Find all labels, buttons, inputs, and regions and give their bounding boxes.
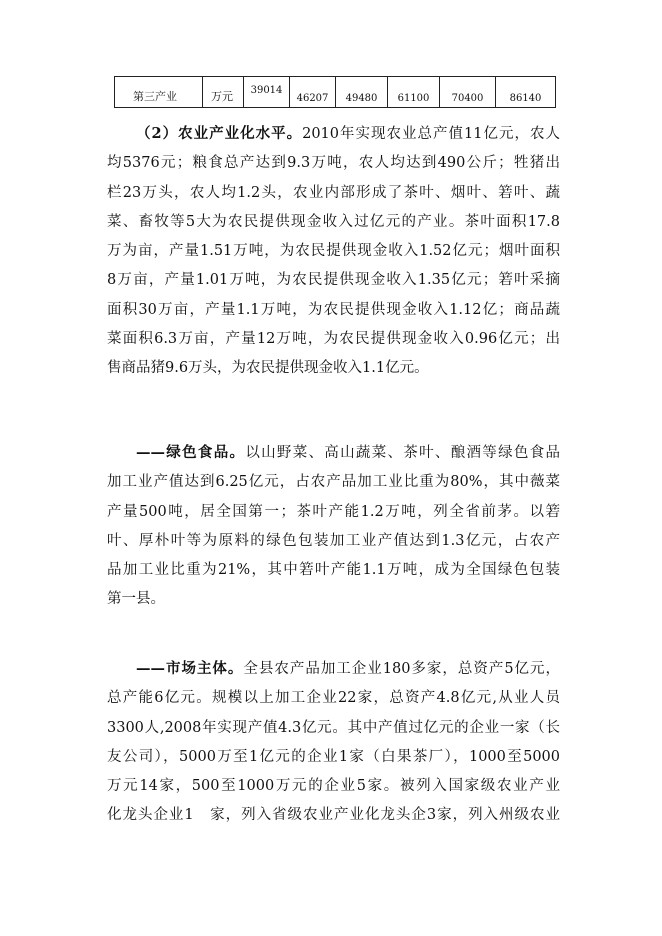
value-cell: 70400 [440, 77, 496, 108]
paragraph-line: 产量500吨，居全国第一；茶叶产能1.2万吨，列全省前茅。以箬 [107, 503, 560, 520]
paragraph-line: （2）农业产业化水平。2010年实现农业总产值11亿元，农人 [136, 125, 560, 142]
section-heading: ——市场主体。 [136, 660, 244, 677]
paragraph-line: 总产能6亿元。规模以上加工企业22家，总资产4.8亿元,从业人员 [107, 690, 560, 707]
paragraph-line: 菜、畜牧等5大为农民提供现金收入过亿元的产业。茶叶面积17.8 [107, 213, 560, 230]
section-heading: ——绿色食品。 [136, 444, 246, 461]
paragraph-line: 栏23万头，农人均1.2头，农业内部形成了茶叶、烟叶、箬叶、蔬 [107, 184, 560, 201]
paragraph-line: 售商品猪9.6万头，为农民提供现金收入1.1亿元。 [107, 360, 429, 377]
value-cell: 61100 [388, 77, 440, 108]
paragraph-line: 友公司），5000万至1亿元的企业1家（白果茶厂），1000至5000 [107, 748, 560, 765]
paragraph-line: 加工业产值达到6.25亿元，占农产品加工业比重为80%，其中薇菜 [107, 474, 560, 491]
paragraph-line: 第一县。 [107, 591, 165, 608]
paragraph-green-food [107, 438, 560, 615]
paragraph-industrialization-level [107, 119, 560, 384]
row-label-tertiary-industry: 第三产业 [115, 77, 203, 108]
paragraph-line: ——绿色食品。以山野菜、高山蔬菜、茶叶、酿酒等绿色食品 [136, 444, 561, 461]
paragraph-line: ——市场主体。全县农产品加工企业180多家，总资产5亿元， [136, 660, 560, 677]
paragraph-line: 均5376元；粮食总产达到9.3万吨，农人均达到490公斤；牲猪出 [107, 155, 560, 172]
table-row [115, 77, 556, 108]
paragraph-market-entities [107, 654, 560, 831]
paragraph-line: 8万亩，产量1.01万吨，为农民提供现金收入1.35亿元；箬叶采摘 [107, 272, 560, 289]
value-cell: 86140 [496, 77, 556, 108]
paragraph-line: 3300人,2008年实现产值4.3亿元。其中产值过亿元的企业一家（长 [107, 719, 560, 736]
paragraph-line: 叶、厚朴叶等为原料的绿色包装加工业产值达到1.3亿元，占农产 [107, 532, 560, 549]
value-cell: 49480 [336, 77, 388, 108]
paragraph-line: 化龙头企业1 家，列入省级农业产业化龙头企3家，列入州级农业 [107, 807, 560, 824]
industry-output-table [114, 76, 556, 108]
paragraph-line: 面积30万亩，产量1.1万吨，为农民提供现金收入1.12亿；商品蔬 [107, 301, 560, 318]
paragraph-line: 菜面积6.3万亩，产量12万吨，为农民提供现金收入0.96亿元；出 [107, 331, 560, 348]
value-cell: 46207 [290, 77, 336, 108]
paragraph-line: 万元14家，500至1000万元的企业5家。被列入国家级农业产业 [107, 778, 560, 795]
paragraph-line: 品加工业比重为21%，其中箬叶产能1.1万吨，成为全国绿色包装 [107, 562, 560, 579]
value-cell: 39014 [244, 77, 290, 108]
paragraph-line: 万为亩，产量1.51万吨，为农民提供现金收入1.52亿元；烟叶面积 [107, 243, 560, 260]
section-heading: （2）农业产业化水平。 [136, 125, 303, 142]
unit-cell: 万元 [203, 77, 244, 108]
